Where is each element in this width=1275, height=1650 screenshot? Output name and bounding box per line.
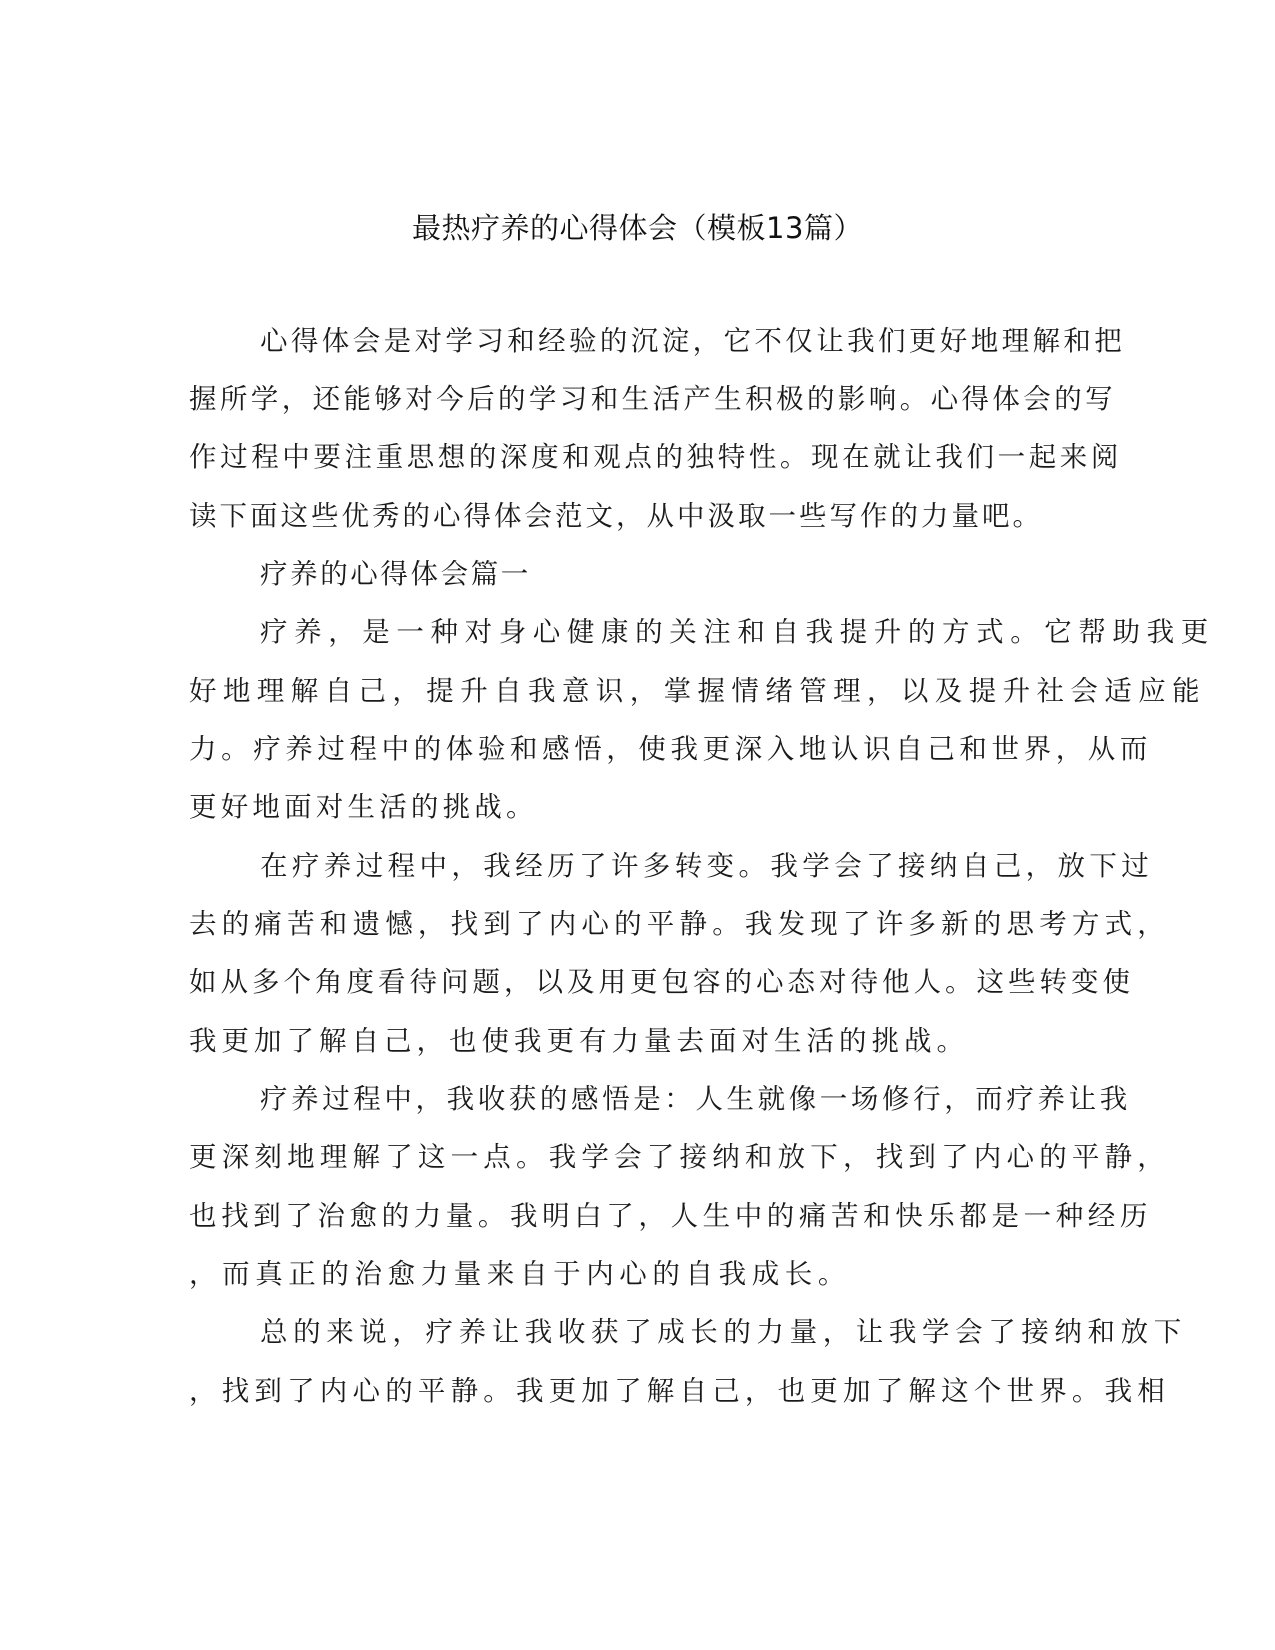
paragraph-line: 总的来说，疗养让我收获了成长的力量，让我学会了接纳和放下 [260, 1316, 1187, 1348]
paragraph-line: 读下面这些优秀的心得体会范文，从中汲取一些写作的力量吧。 [189, 500, 1043, 532]
paragraph-line: 疗养过程中，我收获的感悟是：人生就像一场修行，而疗养让我 [260, 1083, 1131, 1115]
paragraph-line: ，找到了内心的平静。我更加了解自己，也更加了解这个世界。我相 [189, 1375, 1170, 1407]
document-title: 最热疗养的心得体会（模板13篇） [412, 211, 863, 245]
paragraph-line: 心得体会是对学习和经验的沉淀，它不仅让我们更好地理解和把 [260, 325, 1126, 357]
paragraph-line: 作过程中要注重思想的深度和观点的独特性。现在就让我们一起来阅 [189, 441, 1122, 473]
paragraph-line: 疗养，是一种对身心健康的关注和自我提升的方式。它帮助我更 [260, 616, 1215, 648]
paragraph-line: 去的痛苦和遗憾，找到了内心的平静。我发现了许多新的思考方式， [189, 908, 1170, 940]
section-heading: 疗养的心得体会篇一 [260, 558, 531, 590]
paragraph-line: 如从多个角度看待问题，以及用更包容的心态对待他人。这些转变使 [189, 966, 1134, 998]
paragraph-line: 在疗养过程中，我经历了许多转变。我学会了接纳自己，放下过 [260, 850, 1154, 882]
paragraph-line: 好地理解自己，提升自我意识，掌握情绪管理，以及提升社会适应能 [189, 675, 1206, 707]
paragraph-line: 握所学，还能够对今后的学习和生活产生积极的影响。心得体会的写 [189, 383, 1116, 415]
paragraph-line: 我更加了解自己，也使我更有力量去面对生活的挑战。 [189, 1025, 969, 1057]
paragraph-line: ，而真正的治愈力量来自于内心的自我成长。 [189, 1258, 851, 1290]
paragraph-line: 更深刻地理解了这一点。我学会了接纳和放下，找到了内心的平静， [189, 1141, 1170, 1173]
paragraph-line: 力。疗养过程中的体验和感悟，使我更深入地认识自己和世界，从而 [189, 733, 1152, 765]
paragraph-line: 也找到了治愈的力量。我明白了，人生中的痛苦和快乐都是一种经历 [189, 1200, 1152, 1232]
paragraph-line: 更好地面对生活的挑战。 [189, 791, 538, 823]
